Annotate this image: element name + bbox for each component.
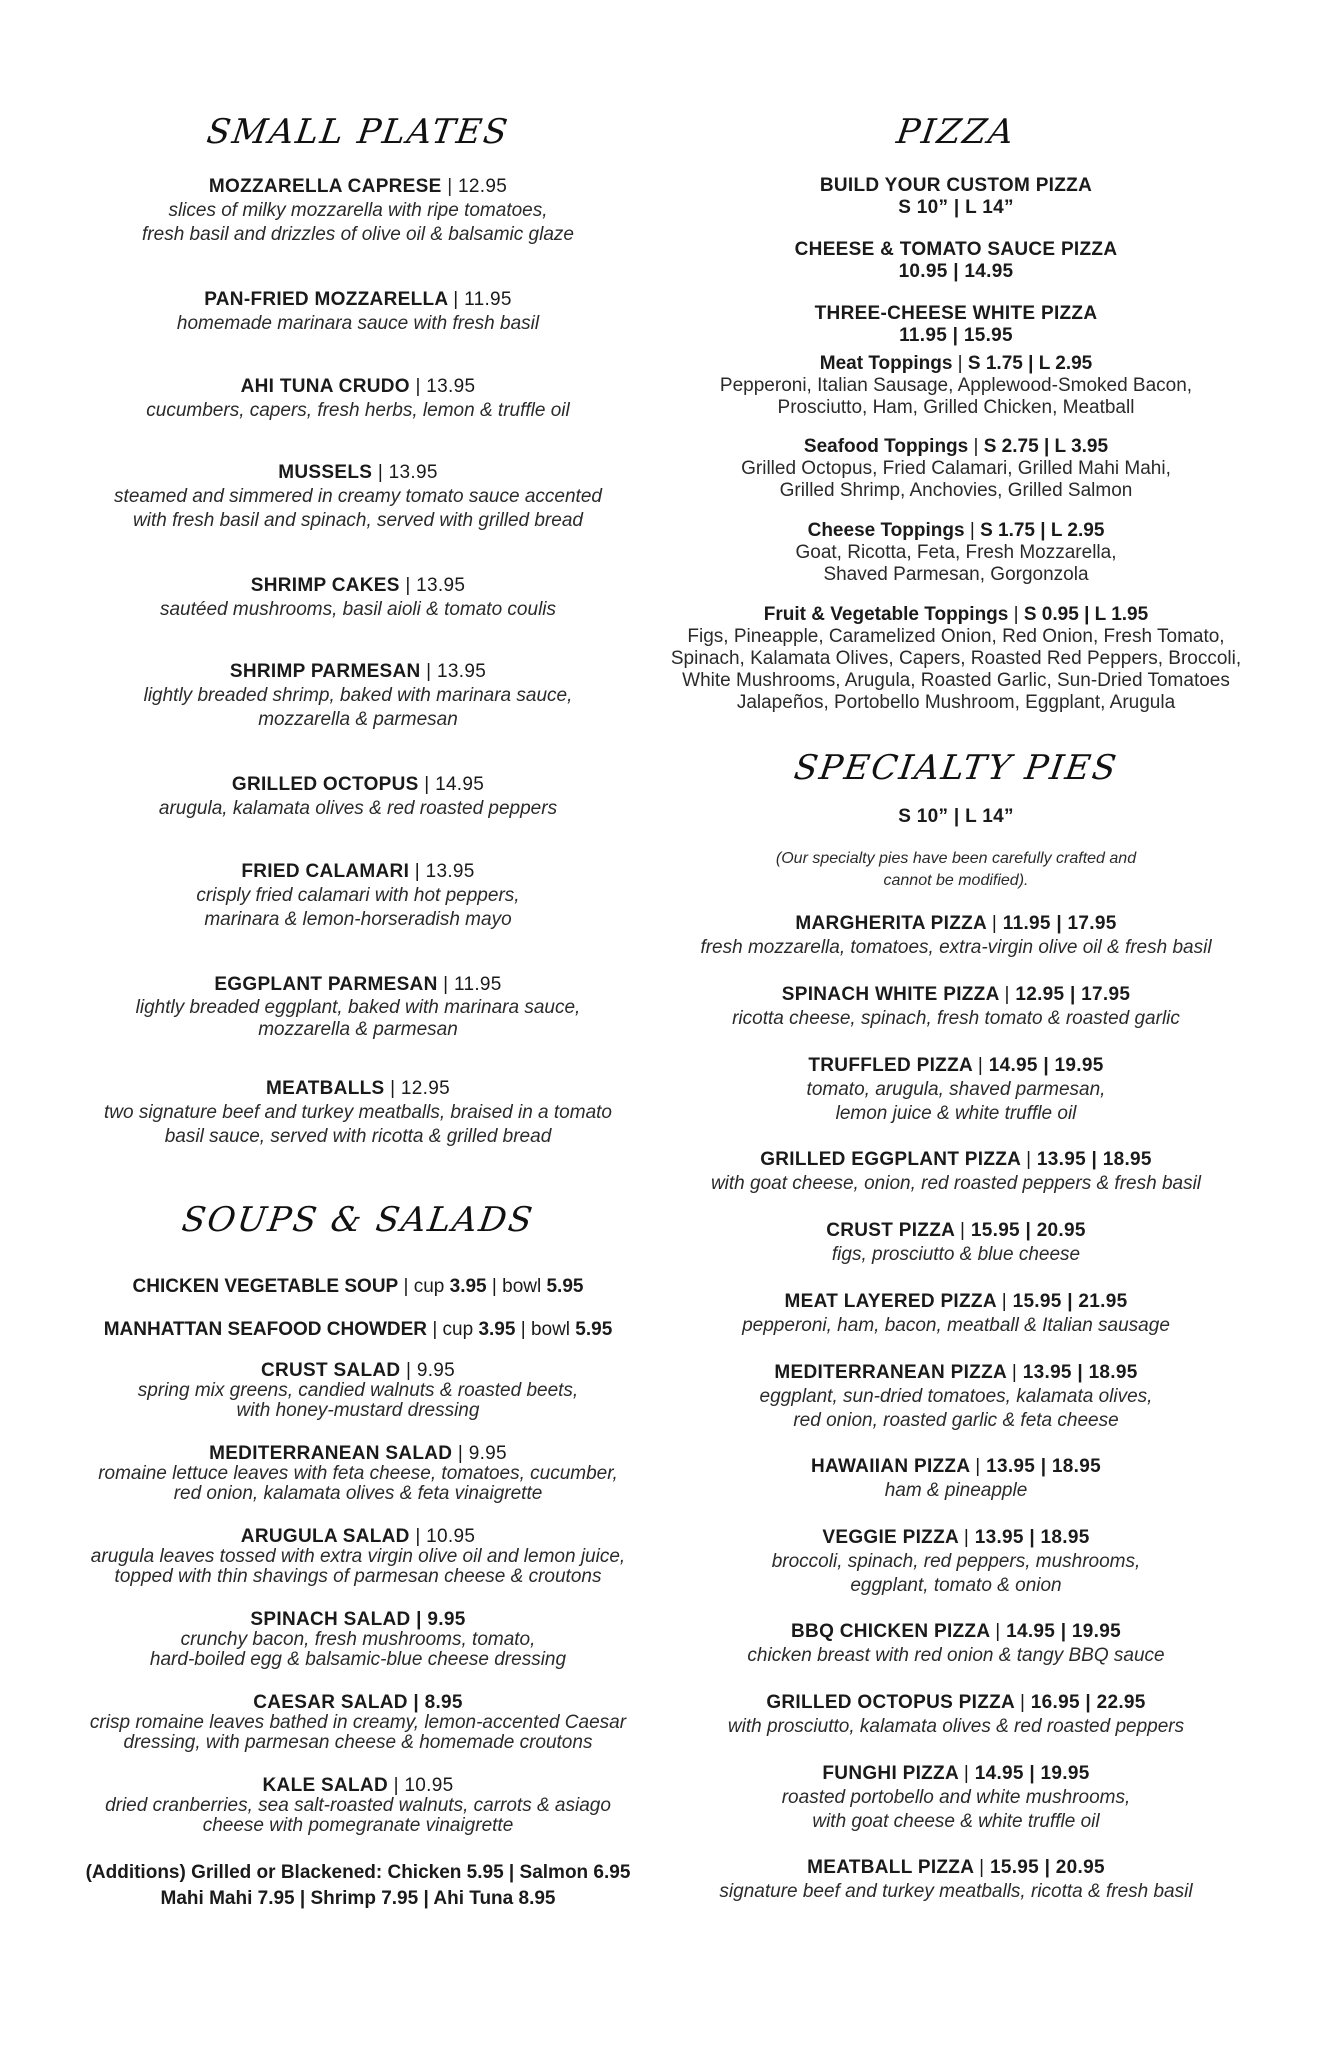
specialty-item bbox=[656, 983, 1256, 1031]
item-description: topped with thin shavings of parmesan cheese & croutons bbox=[114, 1566, 602, 1587]
toppings-price: S 1.75 | L 2.95 bbox=[967, 353, 1093, 374]
item-description: crisply fried calamari with hot peppers, bbox=[196, 885, 520, 906]
item-description: roasted portobello and white mushrooms, bbox=[781, 1787, 1131, 1808]
item-description: lightly breaded eggplant, baked with marinara sauce, bbox=[135, 997, 581, 1018]
salad-item: SPINACH SALAD | 9.95 crunchy bacon, fresh mushrooms, tomato, hard-boiled egg & balsamic-blue cheese dressing bbox=[58, 1610, 658, 1670]
toppings-group: Seafood Toppings | S 2.75 | L 3.95 Grilled Octopus, Fried Calamari, Grilled Mahi Mahi, Grilled Shrimp, Anchovies, Grilled Salmon bbox=[656, 436, 1256, 502]
separator: | bbox=[1004, 984, 1010, 1005]
salad-item: KALE SALAD | 10.95 dried cranberries, sea salt-roasted walnuts, carrots & asiago cheese with pomegranate vinaigrette bbox=[58, 1776, 658, 1836]
item-description: slices of milky mozzarella with ripe tomatoes, bbox=[168, 200, 548, 221]
item-description: basil sauce, served with ricotta & grilled bread bbox=[164, 1126, 552, 1147]
item-description: crunchy bacon, fresh mushrooms, tomato, bbox=[180, 1629, 536, 1650]
item-description: steamed and simmered in creamy tomato sauce accented bbox=[114, 486, 602, 507]
toppings-list: White Mushrooms, Arugula, Roasted Garlic, Sun-Dried Tomatoes bbox=[682, 670, 1230, 691]
additions-line: Mahi Mahi 7.95 | Shrimp 7.95 | Ahi Tuna 8.95 bbox=[160, 1888, 556, 1909]
item-description: cheese with pomegranate vinaigrette bbox=[202, 1815, 514, 1836]
item-name: MEATBALLS bbox=[266, 1078, 385, 1099]
item-name: GRILLED EGGPLANT PIZZA bbox=[760, 1149, 1021, 1170]
item-description: red onion, kalamata olives & feta vinaigrette bbox=[173, 1483, 543, 1504]
item-name: THREE-CHEESE WHITE PIZZA bbox=[814, 303, 1098, 324]
item-price: 15.95 | 20.95 bbox=[989, 1857, 1105, 1878]
separator: | bbox=[1011, 1362, 1018, 1383]
item-price: 13.95 bbox=[388, 462, 438, 483]
separator: | bbox=[979, 1857, 985, 1878]
item-description: with prosciutto, kalamata olives & red roasted peppers bbox=[727, 1716, 1185, 1737]
menu-item: MOZZARELLA CAPRESE | 12.95 slices of milky mozzarella with ripe tomatoes, fresh basil and drizzles of olive oil & balsamic glaze bbox=[58, 175, 658, 247]
menu-item: SHRIMP CAKES | 13.95 sautéed mushrooms, basil aioli & tomato coulis bbox=[58, 574, 658, 622]
specialty-item bbox=[656, 1148, 1256, 1196]
separator: | bbox=[1026, 1149, 1032, 1170]
item-description: arugula leaves tossed with extra virgin olive oil and lemon juice, bbox=[90, 1546, 626, 1567]
item-description: two signature beef and turkey meatballs, braised in a tomato bbox=[103, 1102, 612, 1123]
item-description: signature beef and turkey meatballs, ricotta & fresh basil bbox=[719, 1881, 1193, 1902]
toppings-list: Jalapeños, Portobello Mushroom, Eggplant, Arugula bbox=[736, 692, 1176, 713]
salad-item: CAESAR SALAD | 8.95 crisp romaine leaves bathed in creamy, lemon-accented Caesar dressing, with parmesan cheese & homemade croutons bbox=[58, 1693, 658, 1753]
item-name: CRUST SALAD bbox=[260, 1360, 401, 1381]
item-price: 10.95 bbox=[404, 1775, 454, 1796]
item-description: eggplant, tomato & onion bbox=[850, 1575, 1062, 1596]
specialty-item bbox=[656, 1290, 1256, 1338]
item-name: CRUST PIZZA bbox=[826, 1220, 955, 1241]
bowl-price: 5.95 bbox=[546, 1276, 584, 1297]
toppings-list: Goat, Ricotta, Feta, Fresh Mozzarella, bbox=[795, 542, 1117, 563]
cup-label: cup bbox=[413, 1276, 445, 1297]
toppings-list: Spinach, Kalamata Olives, Capers, Roasted Red Peppers, Broccoli, bbox=[670, 648, 1242, 669]
toppings-group: Meat Toppings | S 1.75 | L 2.95 Pepperoni, Italian Sausage, Applewood-Smoked Bacon, Prosciutto, Ham, Grilled Chicken, Meatball bbox=[656, 353, 1256, 419]
item-name: BBQ CHICKEN PIZZA bbox=[791, 1621, 990, 1642]
item-price: 10.95 | 14.95 bbox=[898, 261, 1014, 282]
item-name: BUILD YOUR CUSTOM PIZZA bbox=[819, 175, 1093, 196]
item-description: red onion, roasted garlic & feta cheese bbox=[793, 1410, 1119, 1431]
item-price: 14.95 | 19.95 bbox=[988, 1055, 1104, 1076]
separator: | bbox=[991, 913, 998, 934]
item-price: 14.95 bbox=[435, 774, 485, 795]
item-price: 12.95 | 17.95 bbox=[1015, 984, 1131, 1005]
item-description: figs, prosciutto & blue cheese bbox=[831, 1244, 1081, 1265]
salad-item: CRUST SALAD | 9.95 spring mix greens, candied walnuts & roasted beets, with honey-mustard dressing bbox=[58, 1361, 658, 1421]
note-line: cannot be modified). bbox=[883, 872, 1029, 889]
item-description: fresh basil and drizzles of olive oil & balsamic glaze bbox=[142, 224, 574, 245]
item-name: MARGHERITA PIZZA bbox=[795, 913, 987, 934]
item-description: arugula, kalamata olives & red roasted peppers bbox=[158, 798, 558, 819]
menu-item: SHRIMP PARMESAN | 13.95 lightly breaded shrimp, baked with marinara sauce, mozzarella & parmesan bbox=[58, 660, 658, 732]
item-description: with goat cheese, onion, red roasted peppers & fresh basil bbox=[710, 1173, 1202, 1194]
specialty-sizes: S 10” | L 14” bbox=[898, 806, 1014, 827]
item-price: 8.95 bbox=[424, 1692, 463, 1713]
menu-item: FRIED CALAMARI | 13.95 crisply fried calamari with hot peppers, marinara & lemon-horseradish mayo bbox=[58, 860, 658, 932]
item-description: lightly breaded shrimp, baked with marinara sauce, bbox=[143, 685, 573, 706]
item-price: 11.95 | 17.95 bbox=[1002, 913, 1117, 934]
item-description: with honey-mustard dressing bbox=[236, 1400, 480, 1421]
item-name: FRIED CALAMARI bbox=[241, 861, 410, 882]
item-description: hard-boiled egg & balsamic-blue cheese dressing bbox=[149, 1649, 567, 1670]
item-description: sautéed mushrooms, basil aioli & tomato coulis bbox=[159, 599, 557, 620]
toppings-price: S 0.95 | L 1.95 bbox=[1023, 604, 1149, 625]
separator: | bbox=[963, 1763, 970, 1784]
item-name: SHRIMP CAKES bbox=[250, 575, 400, 596]
item-name: AHI TUNA CRUDO bbox=[240, 376, 410, 397]
item-name: MOZZARELLA CAPRESE bbox=[208, 176, 442, 197]
item-name: MEATBALL PIZZA bbox=[807, 1857, 974, 1878]
item-price: 11.95 bbox=[454, 974, 502, 995]
item-description: fresh mozzarella, tomatoes, extra-virgin olive oil & fresh basil bbox=[700, 937, 1212, 958]
cup-label: cup bbox=[442, 1319, 474, 1340]
toppings-list: Pepperoni, Italian Sausage, Applewood-Smoked Bacon, bbox=[719, 375, 1193, 396]
pizza-heading: PIZZA bbox=[894, 112, 1018, 152]
bowl-label: bowl bbox=[502, 1276, 542, 1297]
specialty-item bbox=[656, 1455, 1256, 1503]
item-description: dried cranberries, sea salt-roasted walnuts, carrots & asiago bbox=[105, 1795, 611, 1816]
specialty-item bbox=[656, 1691, 1256, 1739]
item-name: PAN-FRIED MOZZARELLA bbox=[204, 289, 448, 310]
item-price: 14.95 | 19.95 bbox=[974, 1763, 1090, 1784]
toppings-list: Shaved Parmesan, Gorgonzola bbox=[823, 564, 1089, 585]
item-price: 13.95 bbox=[416, 575, 466, 596]
item-name: FUNGHI PIZZA bbox=[822, 1763, 959, 1784]
item-name: HAWAIIAN PIZZA bbox=[811, 1456, 970, 1477]
item-price: 9.95 bbox=[427, 1609, 466, 1630]
item-price: 11.95 bbox=[464, 289, 512, 310]
toppings-name: Fruit & Vegetable Toppings bbox=[763, 604, 1009, 625]
item-name: TRUFFLED PIZZA bbox=[808, 1055, 973, 1076]
toppings-name: Seafood Toppings bbox=[803, 436, 969, 457]
item-price: 14.95 | 19.95 bbox=[1006, 1621, 1121, 1642]
item-description: broccoli, spinach, red peppers, mushrooms, bbox=[771, 1551, 1141, 1572]
toppings-list: Figs, Pineapple, Caramelized Onion, Red Onion, Fresh Tomato, bbox=[687, 626, 1225, 647]
menu-item: GRILLED OCTOPUS | 14.95 arugula, kalamata olives & red roasted peppers bbox=[58, 773, 658, 821]
specialty-item bbox=[656, 1219, 1256, 1267]
cup-price: 3.95 bbox=[478, 1319, 516, 1340]
item-name: MEDITERRANEAN PIZZA bbox=[774, 1362, 1007, 1383]
item-price: S 10” | L 14” bbox=[898, 197, 1014, 218]
salad-item: MEDITERRANEAN SALAD | 9.95 romaine lettuce leaves with feta cheese, tomatoes, cucumber, red onion, kalamata olives & feta vinaigrette bbox=[58, 1444, 658, 1504]
item-name: SPINACH SALAD bbox=[250, 1609, 411, 1630]
pizza-base bbox=[656, 175, 1256, 219]
item-price: 11.95 | 15.95 bbox=[899, 325, 1013, 346]
item-price: 13.95 | 18.95 bbox=[1022, 1362, 1138, 1383]
specialty-item bbox=[656, 1620, 1256, 1668]
item-name: EGGPLANT PARMESAN bbox=[214, 974, 444, 995]
item-name: GRILLED OCTOPUS bbox=[231, 774, 419, 795]
item-price: 13.95 bbox=[425, 861, 475, 882]
item-description: eggplant, sun-dried tomatoes, kalamata olives, bbox=[759, 1386, 1153, 1407]
specialty-item bbox=[656, 1856, 1256, 1904]
note-line: (Our specialty pies have been carefully crafted and bbox=[775, 850, 1137, 867]
toppings-price: S 2.75 | L 3.95 bbox=[983, 436, 1109, 457]
item-price: 13.95 bbox=[437, 661, 487, 682]
item-name: GRILLED OCTOPUS PIZZA bbox=[766, 1692, 1015, 1713]
item-description: pepperoni, ham, bacon, meatball & Italian sausage bbox=[742, 1315, 1170, 1336]
item-name: KALE SALAD bbox=[262, 1775, 388, 1796]
item-description: crisp romaine leaves bathed in creamy, lemon-accented Caesar bbox=[89, 1712, 627, 1733]
soup-item: CHICKEN VEGETABLE SOUP | cup 3.95 | bowl 5.95 bbox=[132, 1276, 584, 1297]
salad-item: ARUGULA SALAD | 10.95 arugula leaves tossed with extra virgin olive oil and lemon juice, topped with thin shavings of parmesan cheese & croutons bbox=[58, 1527, 658, 1587]
bowl-label: bowl bbox=[530, 1319, 571, 1340]
separator: | bbox=[977, 1055, 984, 1076]
item-description: mozzarella & parmesan bbox=[258, 709, 458, 730]
item-price: 13.95 | 18.95 bbox=[1036, 1149, 1152, 1170]
item-name: CHEESE & TOMATO SAUCE PIZZA bbox=[794, 239, 1118, 260]
item-price: 9.95 bbox=[468, 1443, 507, 1464]
item-description: tomato, arugula, shaved parmesan, bbox=[806, 1079, 1106, 1100]
item-price: 15.95 | 21.95 bbox=[1012, 1291, 1128, 1312]
item-description: ham & pineapple bbox=[884, 1480, 1028, 1501]
item-name: ARUGULA SALAD bbox=[240, 1526, 410, 1547]
item-name: CAESAR SALAD bbox=[253, 1692, 408, 1713]
item-name: SPINACH WHITE PIZZA bbox=[781, 984, 999, 1005]
specialty-pies-heading: SPECIALTY PIES bbox=[791, 748, 1121, 788]
menu-item: PAN-FRIED MOZZARELLA | 11.95 homemade marinara sauce with fresh basil bbox=[58, 288, 658, 336]
toppings-price: S 1.75 | L 2.95 bbox=[980, 520, 1105, 541]
bowl-price: 5.95 bbox=[575, 1319, 613, 1340]
item-name: SHRIMP PARMESAN bbox=[229, 661, 421, 682]
item-description: chicken breast with red onion & tangy BBQ sauce bbox=[747, 1645, 1165, 1666]
item-description: mozzarella & parmesan bbox=[258, 1019, 458, 1040]
separator: | bbox=[1019, 1692, 1026, 1713]
item-price: 10.95 bbox=[426, 1526, 476, 1547]
cup-price: 3.95 bbox=[449, 1276, 487, 1297]
item-name: CHICKEN VEGETABLE SOUP bbox=[132, 1276, 399, 1297]
item-price: 13.95 | 18.95 bbox=[974, 1527, 1090, 1548]
specialty-item bbox=[656, 912, 1256, 960]
item-price: 12.95 bbox=[458, 176, 508, 197]
item-price: 9.95 bbox=[416, 1360, 456, 1381]
pizza-base bbox=[656, 303, 1256, 347]
item-name: MANHATTAN SEAFOOD CHOWDER bbox=[103, 1319, 433, 1340]
toppings-name: Cheese Toppings bbox=[807, 520, 965, 541]
specialty-item bbox=[656, 1762, 1256, 1834]
toppings-list: Grilled Octopus, Fried Calamari, Grilled Mahi Mahi, bbox=[741, 458, 1171, 479]
separator: | bbox=[1001, 1291, 1007, 1312]
item-name: MUSSELS bbox=[278, 462, 373, 483]
separator: | bbox=[963, 1527, 970, 1548]
specialty-item bbox=[656, 1361, 1256, 1433]
specialty-item bbox=[656, 1526, 1256, 1598]
item-description: spring mix greens, candied walnuts & roasted beets, bbox=[137, 1380, 579, 1401]
menu-item: MUSSELS | 13.95 steamed and simmered in creamy tomato sauce accented with fresh basil and spinach, served with grilled bread bbox=[58, 461, 658, 533]
item-name: MEAT LAYERED PIZZA bbox=[784, 1291, 997, 1312]
separator: | bbox=[960, 1220, 966, 1241]
menu-item: AHI TUNA CRUDO | 13.95 cucumbers, capers, fresh herbs, lemon & truffle oil bbox=[58, 375, 658, 423]
item-description: ricotta cheese, spinach, fresh tomato & roasted garlic bbox=[732, 1008, 1180, 1029]
item-description: lemon juice & white truffle oil bbox=[835, 1103, 1077, 1124]
menu-item: MEATBALLS | 12.95 two signature beef and turkey meatballs, braised in a tomato basil sauce, served with ricotta & grilled bread bbox=[58, 1077, 658, 1149]
item-price: 16.95 | 22.95 bbox=[1030, 1692, 1146, 1713]
soups-salads-heading: SOUPS & SALADS bbox=[179, 1200, 537, 1240]
item-description: with goat cheese & white truffle oil bbox=[812, 1811, 1100, 1832]
toppings-name: Meat Toppings bbox=[819, 353, 953, 374]
item-description: dressing, with parmesan cheese & homemade croutons bbox=[123, 1732, 593, 1753]
toppings-list: Prosciutto, Ham, Grilled Chicken, Meatball bbox=[777, 397, 1135, 418]
item-price: 15.95 | 20.95 bbox=[970, 1220, 1086, 1241]
item-price: 13.95 | 18.95 bbox=[986, 1456, 1101, 1477]
item-description: homemade marinara sauce with fresh basil bbox=[176, 313, 540, 334]
item-description: romaine lettuce leaves with feta cheese, tomatoes, cucumber, bbox=[98, 1463, 618, 1484]
small-plates-heading: SMALL PLATES bbox=[204, 112, 512, 152]
soup-item: MANHATTAN SEAFOOD CHOWDER | cup 3.95 | bowl 5.95 bbox=[103, 1319, 613, 1340]
item-description: with fresh basil and spinach, served with grilled bread bbox=[133, 510, 583, 531]
menu-item: EGGPLANT PARMESAN | 11.95 lightly breaded eggplant, baked with marinara sauce, mozzarella & parmesan bbox=[58, 973, 658, 1041]
pizza-base bbox=[656, 239, 1256, 283]
specialty-note bbox=[656, 848, 1256, 892]
specialty-item bbox=[656, 1054, 1256, 1126]
additions-line: (Additions) Grilled or Blackened: Chicken 5.95 | Salmon 6.95 bbox=[85, 1862, 631, 1883]
item-price: 12.95 bbox=[400, 1078, 450, 1099]
toppings-group: Fruit & Vegetable Toppings | S 0.95 | L 1.95 Figs, Pineapple, Caramelized Onion, Red Onion, Fresh Tomato, Spinach, Kalamata Olives, Capers, Roasted Red Peppers, Broccoli, White Mushrooms, Arugula, Roasted Garlic, Sun-Dried Tomatoes Jalapeños, Portobello Mushroom, Eggplant, Arugula bbox=[656, 604, 1256, 714]
item-description: cucumbers, capers, fresh herbs, lemon & truffle oil bbox=[146, 400, 570, 421]
item-name: MEDITERRANEAN SALAD bbox=[209, 1443, 453, 1464]
item-name: VEGGIE PIZZA bbox=[822, 1527, 959, 1548]
item-description: marinara & lemon-horseradish mayo bbox=[204, 909, 512, 930]
item-price: 13.95 bbox=[426, 376, 476, 397]
toppings-group: Cheese Toppings | S 1.75 | L 2.95 Goat, Ricotta, Feta, Fresh Mozzarella, Shaved Parmesan, Gorgonzola bbox=[656, 520, 1256, 586]
toppings-list: Grilled Shrimp, Anchovies, Grilled Salmon bbox=[779, 480, 1133, 501]
additions bbox=[58, 1860, 658, 1912]
separator: | bbox=[995, 1621, 1001, 1642]
separator: | bbox=[975, 1456, 981, 1477]
